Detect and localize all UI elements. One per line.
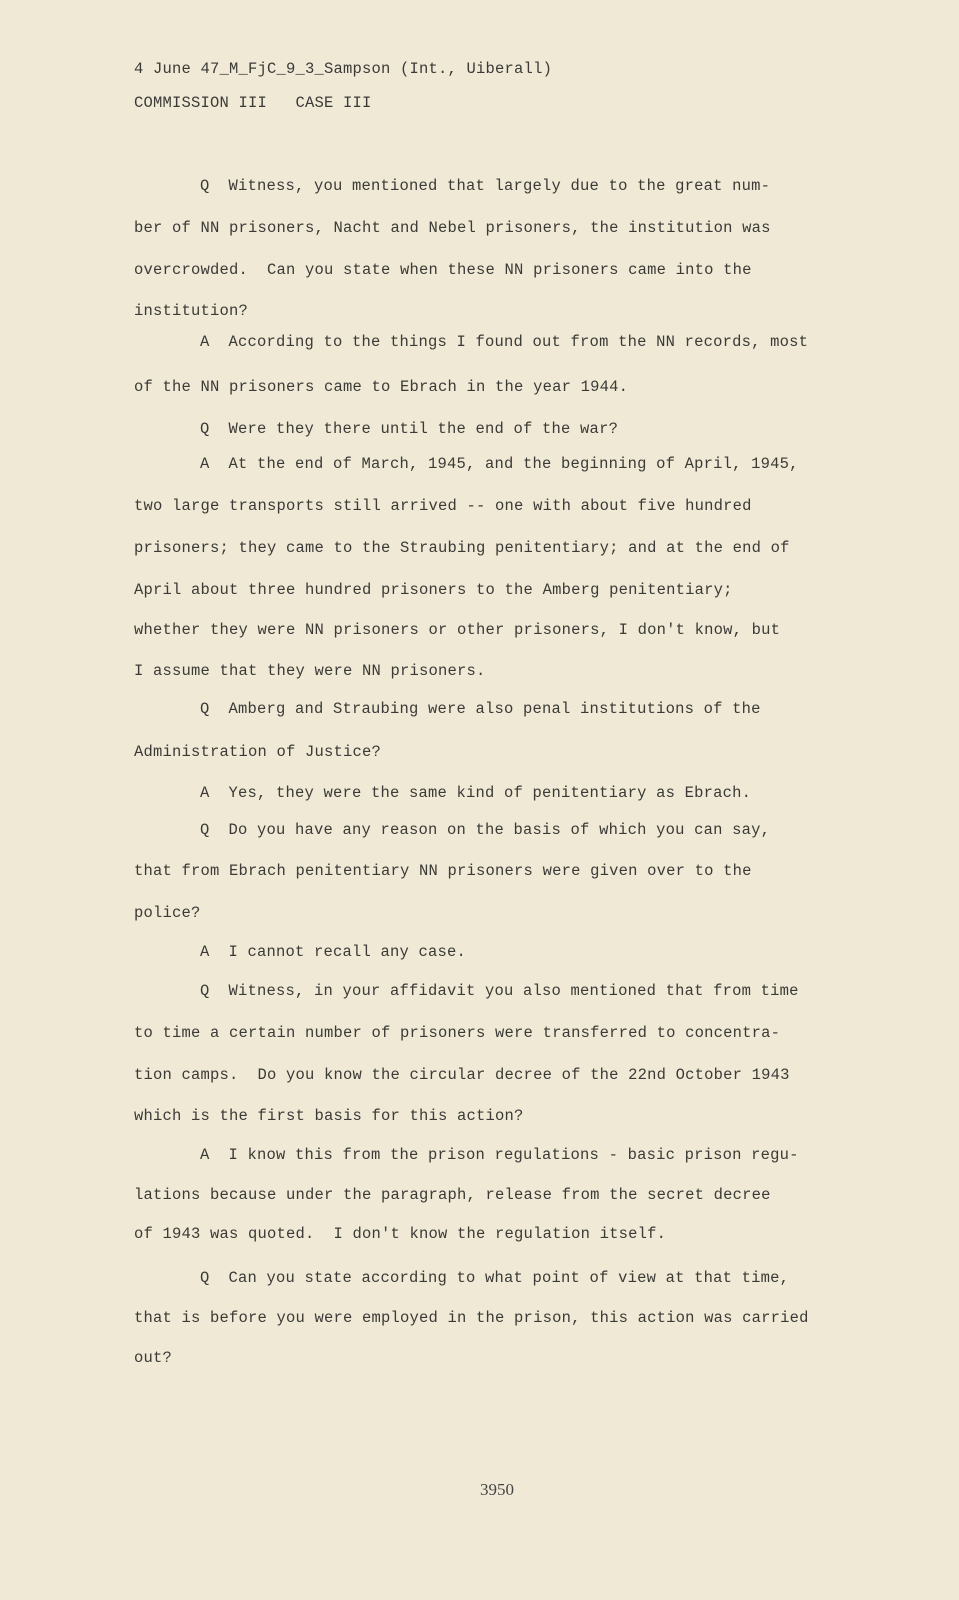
paragraph-line: whether they were NN prisoners or other prisoners, I don't know, but — [134, 621, 781, 639]
paragraph-line: that from Ebrach penitentiary NN prisoners were given over to the — [134, 862, 752, 880]
document-header-line: 4 June 47_M_FjC_9_3_Sampson (Int., Uiberall) — [134, 60, 553, 78]
paragraph-line: which is the first basis for this action? — [134, 1107, 524, 1125]
paragraph-line: two large transports still arrived -- one with about five hundred — [134, 497, 752, 515]
paragraph-first-line: A I cannot recall any case. — [200, 943, 467, 961]
paragraph-line: prisoners; they came to the Straubing penitentiary; and at the end of — [134, 539, 790, 557]
paragraph-first-line: A According to the things I found out from the NN records, most — [200, 333, 809, 351]
paragraph-first-line: A Yes, they were the same kind of penitentiary as Ebrach. — [200, 784, 752, 802]
paragraph-line: of the NN prisoners came to Ebrach in the year 1944. — [134, 378, 629, 396]
paragraph-line: out? — [134, 1349, 173, 1367]
paragraph-first-line: A I know this from the prison regulations - basic prison regu- — [200, 1146, 799, 1164]
paragraph-first-line: Q Do you have any reason on the basis of which you can say, — [200, 821, 771, 839]
paragraph-line: lations because under the paragraph, release from the secret decree — [134, 1186, 771, 1204]
paragraph-line: overcrowded. Can you state when these NN prisoners came into the — [134, 261, 752, 279]
paragraph-line: Administration of Justice? — [134, 743, 382, 761]
paragraph-first-line: Q Witness, you mentioned that largely due to the great num- — [200, 177, 771, 195]
paragraph-line: to time a certain number of prisoners were transferred to concentra- — [134, 1024, 781, 1042]
paragraph-first-line: Q Amberg and Straubing were also penal institutions of the — [200, 700, 761, 718]
page-number: 3950 — [480, 1480, 514, 1499]
paragraph-line: ber of NN prisoners, Nacht and Nebel prisoners, the institution was — [134, 219, 771, 237]
paragraph-line: institution? — [134, 302, 249, 320]
paragraph-line: tion camps. Do you know the circular decree of the 22nd October 1943 — [134, 1066, 790, 1084]
paragraph-line: of 1943 was quoted. I don't know the regulation itself. — [134, 1225, 667, 1243]
paragraph-line: April about three hundred prisoners to the Amberg penitentiary; — [134, 581, 733, 599]
paragraph-line: police? — [134, 904, 201, 922]
paragraph-first-line: Q Can you state according to what point of view at that time, — [200, 1269, 790, 1287]
paragraph-first-line: Q Were they there until the end of the war? — [200, 420, 619, 438]
commission-case-heading: COMMISSION III CASE III — [134, 94, 372, 112]
paragraph-first-line: Q Witness, in your affidavit you also mentioned that from time — [200, 982, 799, 1000]
paragraph-line: I assume that they were NN prisoners. — [134, 662, 486, 680]
paragraph-line: that is before you were employed in the prison, this action was carried — [134, 1309, 809, 1327]
paragraph-first-line: A At the end of March, 1945, and the beginning of April, 1945, — [200, 455, 799, 473]
